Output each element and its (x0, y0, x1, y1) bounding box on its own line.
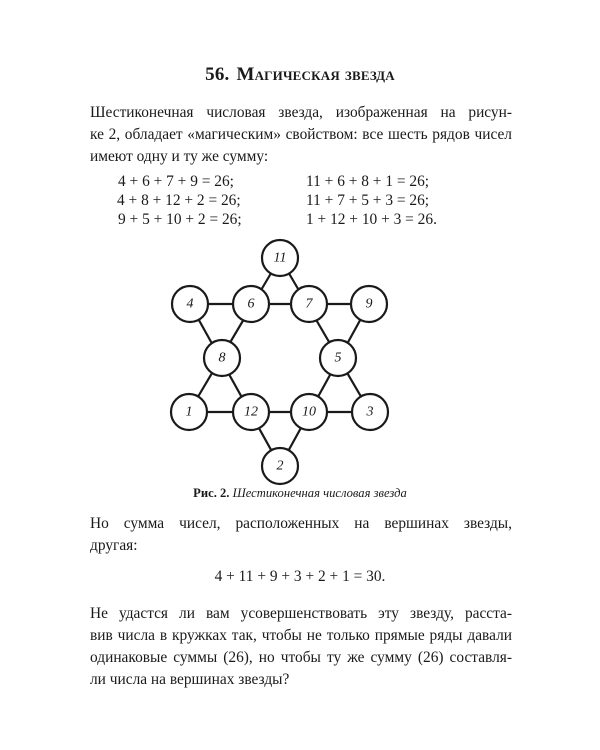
caption-label: Рис. 2. (193, 486, 230, 500)
equation: 1 + 12 + 10 + 3 = 26. (306, 211, 437, 228)
intro-line: имеют одну и ту же сумму: (90, 148, 269, 165)
equations-right-column (306, 172, 456, 229)
page-title (0, 64, 600, 86)
question-paragraph (90, 603, 512, 691)
intro-line: ке 2, обладает «магическим» свойством: все шесть рядов чисел (90, 126, 512, 143)
node-label-lower-left-tip: 1 (185, 404, 193, 420)
question-line: одинаковые суммы (26), но чтобы ту же сумму (26) составля- (90, 649, 512, 666)
equation: 11 + 7 + 5 + 3 = 26; (306, 192, 430, 209)
node-label-upper-left-tip: 4 (186, 296, 194, 312)
vertex-sum-equation: 4 + 11 + 9 + 3 + 2 + 1 = 30. (214, 568, 386, 585)
node-label-upper-inner-right: 7 (305, 296, 313, 312)
problem-number: 56. (205, 64, 230, 85)
star-line (280, 258, 370, 412)
middle-paragraph (90, 513, 512, 557)
figure-caption (0, 486, 600, 501)
equation: 9 + 5 + 10 + 2 = 26; (118, 211, 242, 228)
node-label-lower-inner-right: 10 (302, 404, 316, 420)
equations-left-column (118, 172, 268, 229)
problem-title: Магическая звезда (236, 64, 395, 85)
node-label-top: 11 (273, 250, 287, 266)
question-line: ли числа на вершинах звезды? (90, 671, 290, 688)
node-label-lower-right-tip: 3 (366, 404, 374, 420)
equation: 4 + 8 + 12 + 2 = 26; (117, 192, 241, 209)
middle-line: другая: (90, 537, 138, 554)
caption-text: Шестиконечная числовая звезда (232, 486, 407, 500)
node-label-mid-right: 5 (334, 350, 342, 366)
star-circles (171, 240, 388, 484)
equation: 4 + 6 + 7 + 9 = 26; (118, 173, 234, 190)
node-label-upper-inner-left: 6 (247, 296, 255, 312)
equation: 11 + 6 + 8 + 1 = 26; (306, 173, 430, 190)
star-line (280, 304, 369, 466)
node-label-lower-inner-left: 12 (244, 404, 258, 420)
question-line: Не удастся ли вам усовершенствовать эту звезду, расста- (90, 605, 512, 622)
star-line (190, 304, 280, 466)
star-line (186, 258, 280, 412)
star-figure (150, 228, 450, 486)
middle-line: Но сумма чисел, расположенных на вершинах звезды, (90, 515, 512, 532)
node-label-mid-left: 8 (218, 350, 226, 366)
intro-line: Шестиконечная числовая звезда, изображенная на рисун- (90, 104, 512, 121)
question-line: вив числа в кружках так, чтобы не только прямые ряды давали (90, 627, 512, 644)
intro-paragraph (90, 102, 512, 168)
node-label-upper-right-tip: 9 (365, 296, 373, 312)
node-label-bottom: 2 (276, 458, 284, 474)
